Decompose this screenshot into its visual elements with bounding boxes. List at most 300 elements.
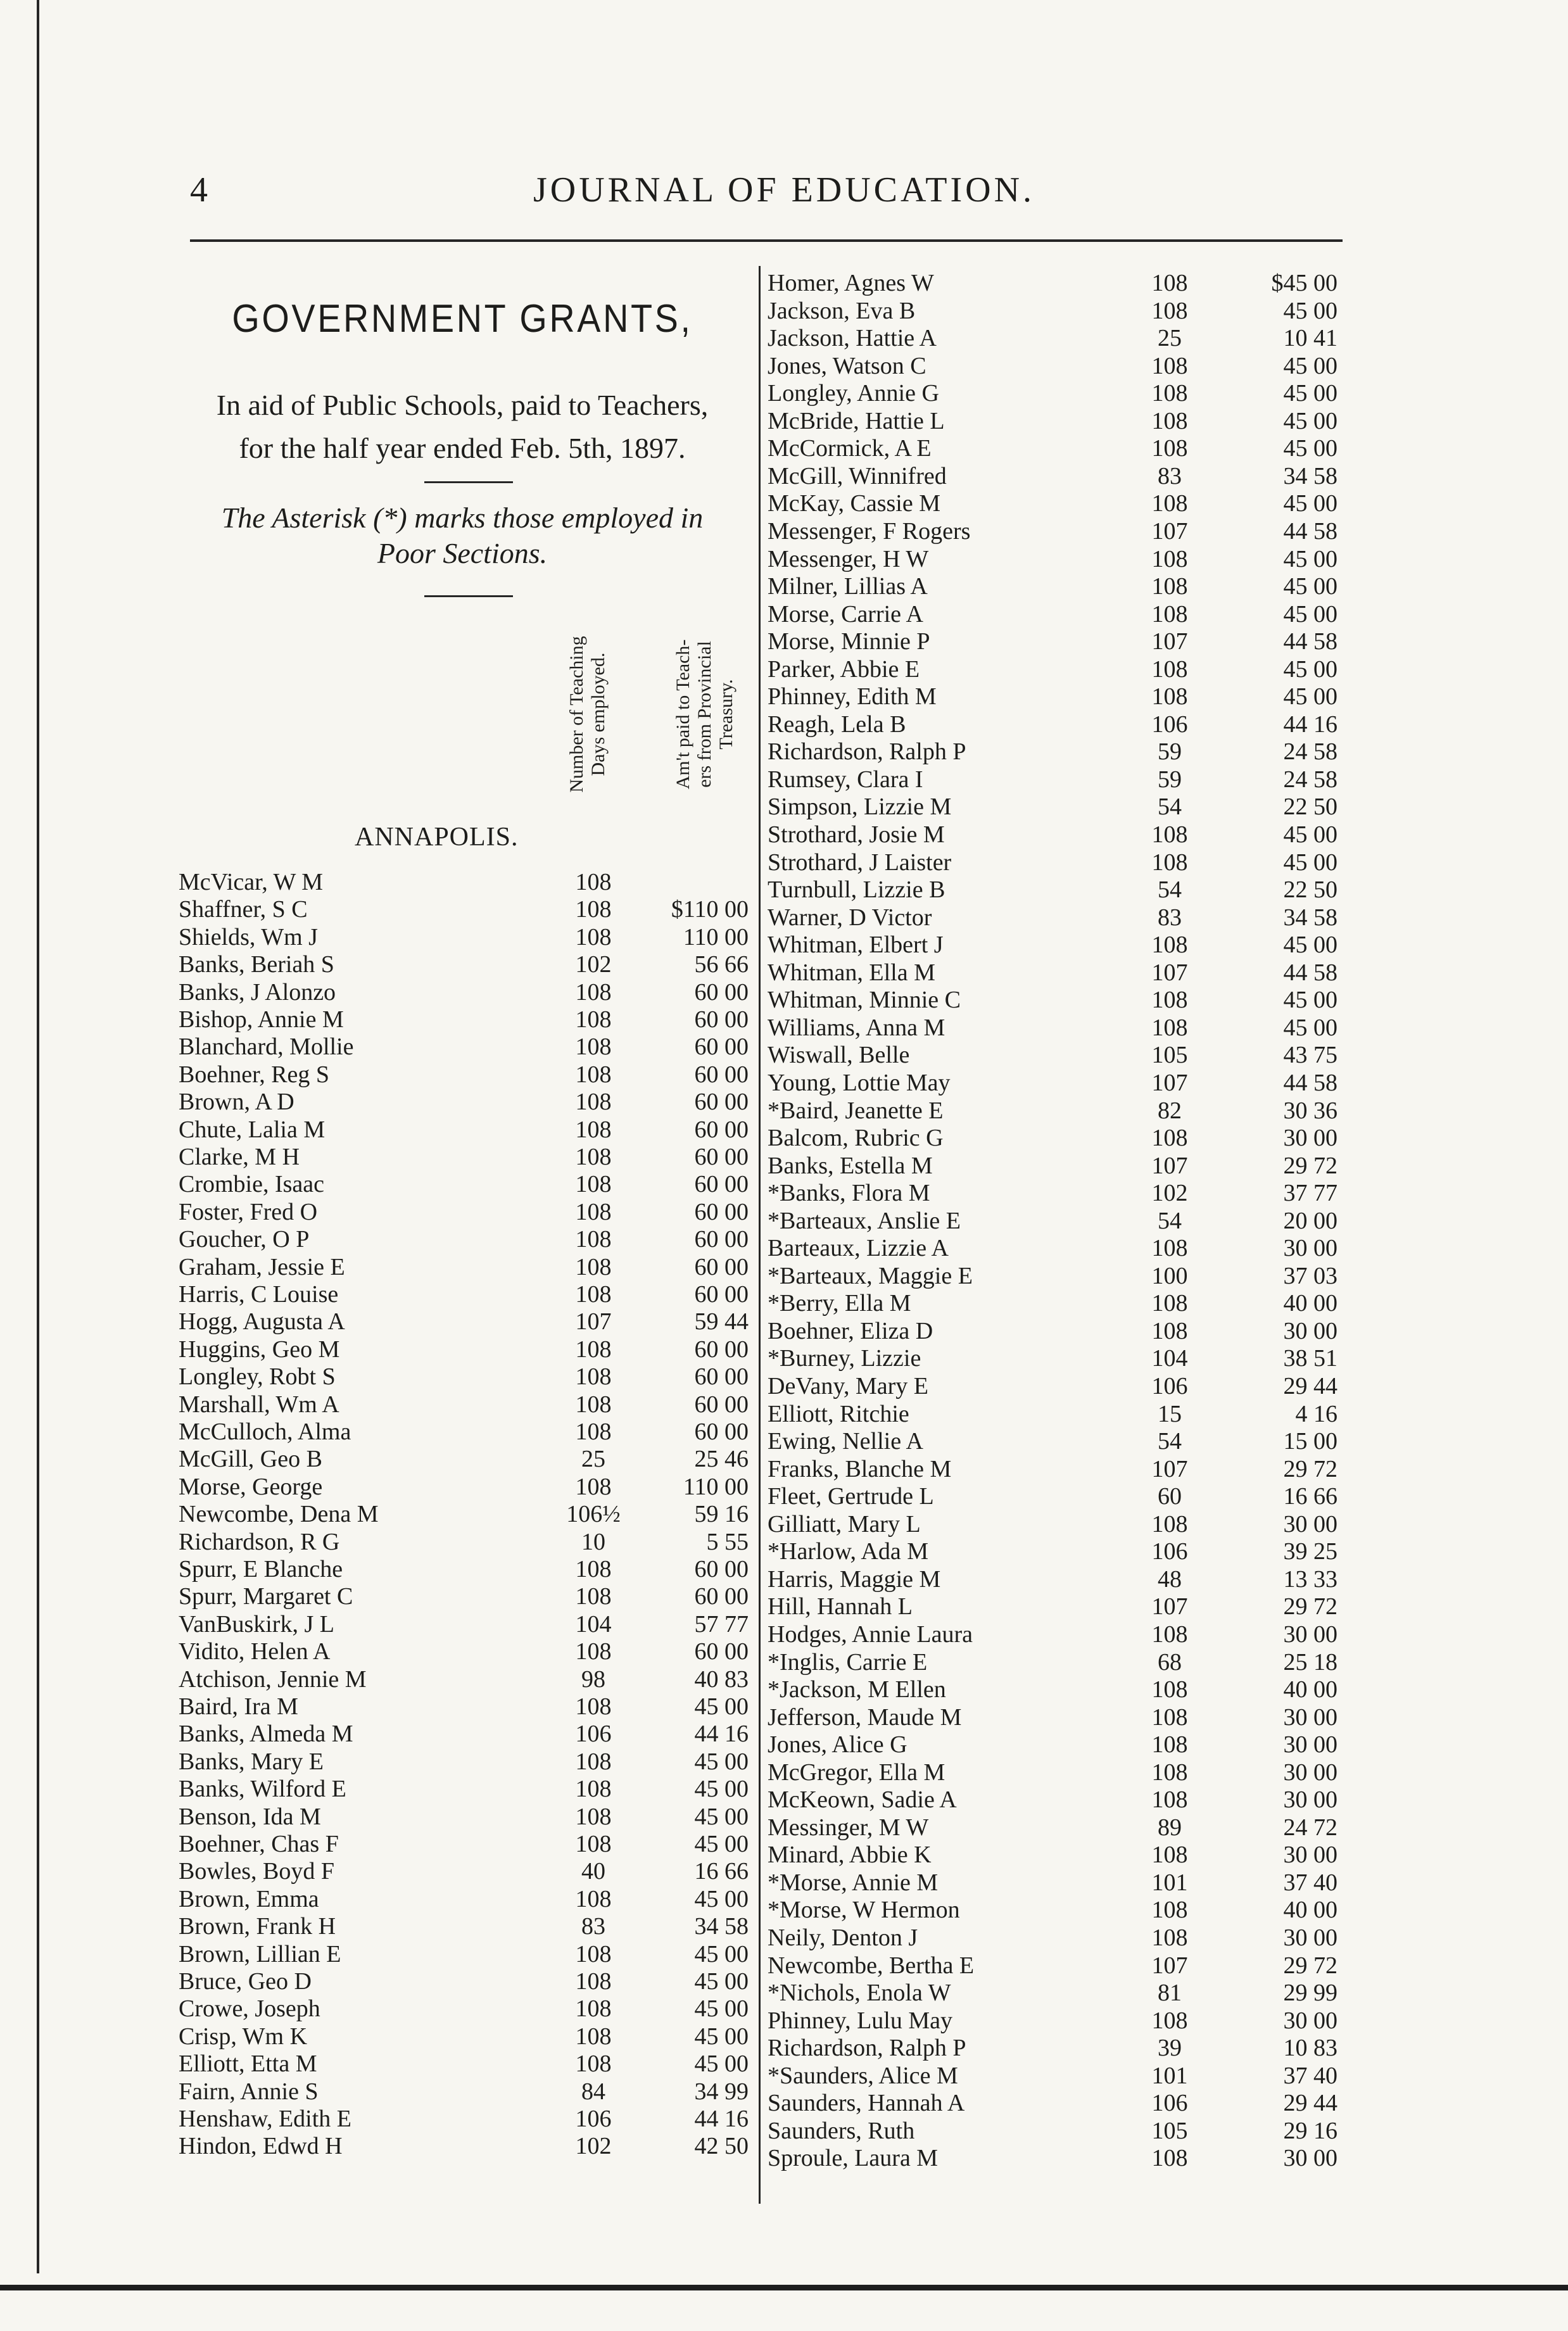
amount-paid: 34 58 (1283, 462, 1337, 490)
teacher-name: Longley, Robt S (179, 1363, 336, 1391)
days-employed: 15 (1158, 1400, 1182, 1427)
amount-paid: 60 00 (694, 1583, 749, 1610)
teacher-name: Harris, C Louise (179, 1281, 339, 1308)
amount-paid: 30 00 (1283, 1924, 1337, 1951)
teacher-name: Saunders, Ruth (768, 2117, 915, 2144)
teacher-name: Rumsey, Clara I (768, 766, 923, 793)
amount-paid: 45 00 (694, 1831, 749, 1857)
amount-paid: 42 50 (694, 2133, 749, 2160)
teacher-name: Marshall, Wm A (179, 1391, 339, 1418)
teacher-name: *Barteaux, Maggie E (768, 1262, 973, 1289)
amount-paid: 110 00 (683, 1473, 749, 1500)
asterisk-note (171, 500, 754, 571)
days-employed: 108 (575, 1253, 612, 1280)
days-employed: 108 (575, 1336, 612, 1363)
amount-paid: 22 50 (1283, 876, 1337, 904)
list-item (768, 2007, 1337, 2035)
teacher-name: Gilliatt, Mary L (768, 1510, 921, 1538)
list-item (768, 683, 1337, 711)
days-employed: 108 (1151, 1703, 1188, 1731)
list-item (768, 435, 1337, 462)
amount-paid: 56 66 (694, 951, 749, 978)
teacher-name: Jefferson, Maude M (768, 1703, 962, 1731)
days-employed: 108 (1151, 600, 1188, 628)
list-item (768, 325, 1337, 352)
amount-paid: 45 00 (1283, 849, 1337, 876)
teacher-name: Banks, Almeda M (179, 1721, 353, 1748)
amount-paid: 37 40 (1283, 1869, 1337, 1896)
amount-paid: 13 33 (1283, 1565, 1337, 1593)
days-employed: 108 (1151, 1014, 1188, 1041)
teacher-name: Atchison, Jennie M (179, 1665, 367, 1693)
amount-paid: 45 00 (694, 1693, 749, 1720)
list-item (179, 1254, 749, 1281)
amount-paid: 24 72 (1283, 1814, 1337, 1841)
list-item (179, 1529, 749, 1556)
list-item (179, 2050, 749, 2078)
days-employed: 108 (575, 1418, 612, 1445)
days-employed: 107 (1151, 1593, 1188, 1620)
amount-paid: 45 00 (694, 2023, 749, 2050)
amount-paid: $110 00 (671, 896, 749, 923)
days-employed: 108 (575, 1033, 612, 1061)
amount-paid: 40 00 (1283, 1676, 1337, 1703)
teacher-name: Wiswall, Belle (768, 1042, 910, 1069)
teacher-name: Benson, Ida M (179, 1803, 321, 1830)
amount-paid: 45 00 (1283, 407, 1337, 434)
list-item (179, 1336, 749, 1363)
section-subtitle (171, 384, 754, 470)
days-employed: 107 (1151, 1069, 1188, 1096)
list-item (768, 1153, 1337, 1180)
amount-paid: 24 58 (1283, 738, 1337, 766)
days-employed: 100 (1151, 1262, 1188, 1289)
list-item (179, 1391, 749, 1418)
list-item (768, 1897, 1337, 1924)
days-employed: 107 (1151, 1952, 1188, 1979)
days-employed: 105 (1151, 1042, 1188, 1069)
amount-paid: 45 00 (1283, 600, 1337, 628)
teacher-name: Phinney, Lulu May (768, 2007, 953, 2034)
list-item (768, 2118, 1337, 2145)
days-employed: 108 (575, 1006, 612, 1033)
amount-paid: 30 00 (1283, 1841, 1337, 1869)
teacher-name: *Harlow, Ada M (768, 1538, 928, 1565)
teacher-name: Messinger, M W (768, 1814, 929, 1841)
days-employed: 107 (1151, 1152, 1188, 1179)
teacher-name: Bowles, Boyd F (179, 1858, 334, 1885)
list-item (768, 380, 1337, 407)
list-item (768, 628, 1337, 655)
list-item (768, 2145, 1337, 2172)
days-employed: 108 (575, 1226, 612, 1253)
list-item (768, 1401, 1337, 1428)
teacher-name: Messenger, F Rogers (768, 517, 971, 545)
teacher-name: Elliott, Etta M (179, 2050, 317, 2078)
list-item (179, 1831, 749, 1858)
list-item (768, 1235, 1337, 1262)
days-employed: 108 (575, 1281, 612, 1308)
days-employed: 106 (1151, 2090, 1188, 2117)
teacher-name: Whitman, Elbert J (768, 932, 944, 959)
teacher-name: McCormick, A E (768, 435, 932, 462)
list-item (768, 1456, 1337, 1483)
days-employed: 108 (575, 923, 612, 951)
days-employed: 108 (575, 1748, 612, 1775)
list-item (768, 1759, 1337, 1786)
page-edge-rule (37, 0, 39, 2273)
days-employed: 98 (581, 1665, 605, 1693)
days-employed: 108 (1151, 380, 1188, 407)
list-item (768, 1593, 1337, 1620)
list-item (768, 1676, 1337, 1703)
list-item (768, 1980, 1337, 2007)
teacher-name: Banks, Estella M (768, 1152, 933, 1179)
amount-paid: 45 00 (1283, 573, 1337, 600)
days-employed: 10 (581, 1528, 605, 1555)
list-item (179, 1748, 749, 1776)
list-item (179, 1308, 749, 1336)
teacher-name: Homer, Agnes W (768, 270, 934, 296)
list-item (768, 1869, 1337, 1897)
amount-paid: 59 44 (694, 1308, 749, 1336)
teacher-name: Hodges, Annie Laura (768, 1620, 973, 1648)
amount-paid: 29 44 (1283, 1373, 1337, 1399)
teacher-name: Blanchard, Mollie (179, 1033, 354, 1061)
days-employed: 108 (575, 1473, 612, 1500)
days-employed: 106 (575, 1721, 612, 1748)
amount-paid: 45 00 (1283, 987, 1337, 1014)
list-item (179, 1474, 749, 1501)
list-item (768, 711, 1337, 738)
teacher-name: Brown, Frank H (179, 1913, 336, 1940)
amount-paid: 45 00 (694, 1748, 749, 1775)
teacher-name: Phinney, Edith M (768, 683, 937, 711)
days-employed: 54 (1158, 876, 1182, 904)
days-employed: 108 (1151, 1510, 1188, 1538)
teacher-name: Harris, Maggie M (768, 1565, 941, 1593)
teacher-name: Goucher, O P (179, 1226, 310, 1253)
days-employed: 108 (575, 1116, 612, 1143)
list-item (768, 1345, 1337, 1372)
list-item (768, 1731, 1337, 1759)
amount-paid: 60 00 (694, 1226, 749, 1253)
teacher-name: Baird, Ira M (179, 1693, 298, 1720)
list-item (179, 1995, 749, 2023)
days-employed: 108 (575, 1968, 612, 1995)
list-item (768, 1621, 1337, 1648)
list-item (179, 869, 749, 896)
amount-paid: 60 00 (694, 1061, 749, 1088)
teacher-name: Milner, Lillias A (768, 573, 928, 600)
amount-paid: 59 16 (694, 1501, 749, 1528)
list-item (768, 1290, 1337, 1317)
note-line-2: Poor Sections. (377, 537, 548, 569)
amount-paid: 38 51 (1283, 1345, 1337, 1372)
amount-paid: 29 99 (1283, 1980, 1337, 2007)
teacher-name: Banks, J Alonzo (179, 978, 336, 1006)
list-item (179, 951, 749, 978)
list-item (768, 849, 1337, 876)
teacher-name: Shields, Wm J (179, 923, 318, 951)
teacher-name: Banks, Mary E (179, 1748, 324, 1775)
days-employed: 108 (575, 1885, 612, 1912)
days-employed: 108 (575, 2023, 612, 2050)
amount-paid: 44 58 (1283, 628, 1337, 655)
teacher-name: Chute, Lalia M (179, 1116, 326, 1143)
list-item (179, 1611, 749, 1638)
amount-header-line-1: Am't paid to Teach- (673, 639, 693, 790)
amount-paid: 45 00 (1283, 1014, 1337, 1041)
list-item (179, 1116, 749, 1144)
days-employed: 104 (1151, 1345, 1188, 1372)
short-rule (424, 595, 513, 597)
days-employed: 108 (575, 1693, 612, 1720)
county-heading: ANNAPOLIS. (355, 823, 519, 852)
list-item (179, 1721, 749, 1748)
teacher-name: McGregor, Ella M (768, 1759, 945, 1786)
days-employed: 108 (575, 896, 612, 923)
amount-paid: 60 00 (694, 1363, 749, 1391)
teacher-name: Henshaw, Edith E (179, 2106, 351, 2132)
teacher-name: Bishop, Annie M (179, 1006, 344, 1033)
teacher-name: Brown, Lillian E (179, 1940, 341, 1968)
list-item (768, 546, 1337, 573)
amount-paid: 16 66 (694, 1858, 749, 1885)
days-employed: 108 (575, 1171, 612, 1198)
amount-header-line-2: ers from Provincial (694, 641, 715, 788)
amount-paid: 45 00 (694, 1885, 749, 1912)
teacher-name: Sproule, Laura M (768, 2145, 939, 2172)
column-divider (759, 266, 761, 2204)
amount-paid: 44 16 (694, 2106, 749, 2132)
amount-paid: 45 00 (1283, 655, 1337, 683)
days-employed: 108 (1151, 821, 1188, 848)
list-item (768, 766, 1337, 793)
list-item (768, 1538, 1337, 1565)
days-employed: 108 (1151, 1235, 1188, 1262)
list-item (768, 793, 1337, 821)
amount-paid: 29 72 (1283, 1152, 1337, 1179)
amount-paid: 44 58 (1283, 1069, 1337, 1096)
list-item (179, 1968, 749, 1995)
list-item (179, 1171, 749, 1198)
teacher-name: Huggins, Geo M (179, 1336, 340, 1363)
list-item (768, 1097, 1337, 1125)
teacher-name: Boehner, Chas F (179, 1831, 339, 1857)
amount-paid: 29 72 (1283, 1593, 1337, 1620)
teacher-name: Strothard, Josie M (768, 821, 945, 848)
amount-paid: 45 00 (1283, 352, 1337, 379)
list-item (768, 2090, 1337, 2117)
teacher-name: McVicar, W M (179, 869, 324, 895)
teacher-name: Banks, Beriah S (179, 951, 334, 978)
days-employed: 108 (575, 2050, 612, 2078)
list-item (768, 1814, 1337, 1841)
amount-paid: 37 03 (1283, 1262, 1337, 1289)
list-item (768, 821, 1337, 849)
days-employed: 108 (575, 1391, 612, 1418)
list-item (179, 1006, 749, 1033)
days-employed: 105 (1151, 2117, 1188, 2144)
teacher-name: Newcombe, Dena M (179, 1501, 379, 1528)
amount-paid: 16 66 (1283, 1483, 1337, 1510)
teacher-name: Richardson, Ralph P (768, 738, 966, 766)
days-employed: 108 (1151, 1841, 1188, 1869)
days-employed: 25 (581, 1446, 605, 1473)
teacher-name: *Burney, Lizzie (768, 1345, 921, 1372)
teacher-name: Hindon, Edwd H (179, 2133, 343, 2160)
list-item (768, 876, 1337, 904)
days-employed: 108 (1151, 435, 1188, 462)
list-item (768, 2063, 1337, 2090)
amount-paid: 30 00 (1283, 2145, 1337, 2172)
amount-paid: 44 58 (1283, 517, 1337, 545)
amount-paid: 30 36 (1283, 1097, 1337, 1124)
list-item (768, 932, 1337, 959)
journal-title: JOURNAL OF EDUCATION. (533, 170, 1035, 210)
days-employed: 39 (1158, 2035, 1182, 2062)
teacher-name: McBride, Hattie L (768, 407, 945, 434)
amount-paid: 44 16 (694, 1721, 749, 1748)
days-employed: 108 (575, 1995, 612, 2023)
amount-paid: 24 58 (1283, 766, 1337, 793)
list-item (768, 298, 1337, 325)
days-employed: 108 (1151, 1620, 1188, 1648)
teacher-name: Longley, Annie G (768, 380, 939, 407)
list-item (179, 1446, 749, 1473)
teacher-name: Minard, Abbie K (768, 1841, 932, 1869)
list-item (179, 1061, 749, 1089)
days-employed: 108 (575, 1363, 612, 1391)
list-item (768, 573, 1337, 600)
teacher-name: VanBuskirk, J L (179, 1610, 334, 1638)
days-employed: 68 (1158, 1648, 1182, 1676)
list-item (768, 1180, 1337, 1207)
amount-paid: 60 00 (694, 1116, 749, 1143)
days-column-header (562, 600, 613, 828)
teacher-name: Whitman, Minnie C (768, 987, 961, 1014)
list-item (179, 1666, 749, 1693)
list-item (768, 463, 1337, 490)
page-number: 4 (190, 170, 208, 210)
days-employed: 101 (1151, 1869, 1188, 1896)
teacher-name: Morse, Carrie A (768, 600, 923, 628)
amount-paid: 45 00 (694, 1803, 749, 1830)
amount-paid: 30 00 (1283, 1317, 1337, 1344)
amount-paid: 34 58 (694, 1913, 749, 1940)
amount-paid: 43 75 (1283, 1042, 1337, 1069)
teacher-name: Newcombe, Bertha E (768, 1952, 975, 1979)
days-employed: 108 (1151, 2145, 1188, 2172)
days-employed: 108 (1151, 352, 1188, 379)
teacher-name: Hogg, Augusta A (179, 1308, 345, 1336)
teacher-name: Morse, Minnie P (768, 628, 930, 655)
list-item (179, 1418, 749, 1446)
teacher-name: Hill, Hannah L (768, 1593, 913, 1620)
teacher-name: *Inglis, Carrie E (768, 1648, 928, 1676)
amount-paid: 45 00 (1283, 490, 1337, 517)
days-employed: 108 (575, 1144, 612, 1170)
list-item (179, 2106, 749, 2133)
days-employed: 107 (575, 1308, 612, 1336)
days-employed: 108 (1151, 490, 1188, 517)
list-item (179, 1858, 749, 1885)
list-item (179, 924, 749, 951)
list-item (768, 1841, 1337, 1869)
amount-paid: 45 00 (1283, 435, 1337, 462)
list-item (768, 1263, 1337, 1290)
teacher-name: McGill, Geo B (179, 1446, 322, 1473)
amount-paid: 45 00 (1283, 932, 1337, 959)
teacher-name: McKay, Cassie M (768, 490, 940, 517)
amount-paid: 30 00 (1283, 1731, 1337, 1759)
amount-paid: 30 00 (1283, 1786, 1337, 1814)
teacher-name: Clarke, M H (179, 1144, 300, 1170)
teacher-name: Boehner, Reg S (179, 1061, 330, 1088)
teacher-name: Jones, Alice G (768, 1731, 907, 1759)
teacher-name: Saunders, Hannah A (768, 2090, 965, 2117)
teacher-name: Foster, Fred O (179, 1198, 318, 1225)
list-item (179, 1941, 749, 1968)
days-employed: 104 (575, 1610, 612, 1638)
list-item (768, 2035, 1337, 2062)
list-item (768, 1070, 1337, 1097)
teacher-name: *Nichols, Enola W (768, 1980, 951, 2007)
amount-paid: 60 00 (694, 1253, 749, 1280)
teacher-name: Shaffner, S C (179, 896, 308, 923)
list-item (768, 987, 1337, 1014)
teacher-name: Strothard, J Laister (768, 849, 952, 876)
amount-column-header (670, 600, 740, 828)
days-employed: 108 (1151, 1290, 1188, 1317)
days-employed: 102 (1151, 1180, 1188, 1207)
amount-paid: 10 83 (1283, 2035, 1337, 2062)
days-employed: 54 (1158, 1207, 1182, 1234)
days-employed: 107 (1151, 959, 1188, 986)
amount-paid: 60 00 (694, 1033, 749, 1061)
amount-paid: 25 18 (1283, 1648, 1337, 1676)
amount-paid: 45 00 (1283, 821, 1337, 848)
days-employed: 102 (575, 2133, 612, 2160)
days-header-line-1: Number of Teaching (566, 636, 587, 793)
teacher-name: *Berry, Ella M (768, 1290, 911, 1317)
amount-paid: 57 77 (694, 1610, 749, 1638)
teacher-name: Messenger, H W (768, 545, 929, 572)
days-employed: 108 (1151, 2007, 1188, 2034)
teacher-name: Elliott, Ritchie (768, 1400, 909, 1427)
teacher-name: Boehner, Eliza D (768, 1317, 933, 1344)
amount-paid: $45 00 (1271, 270, 1337, 296)
days-employed: 48 (1158, 1565, 1182, 1593)
list-item (768, 1014, 1337, 1042)
days-employed: 108 (1151, 987, 1188, 1014)
teacher-name: Morse, George (179, 1473, 323, 1500)
days-employed: 59 (1158, 766, 1182, 793)
list-item (179, 1886, 749, 1913)
amount-paid: 15 00 (1283, 1428, 1337, 1455)
days-employed: 106 (575, 2106, 612, 2132)
amount-paid: 30 00 (1283, 1125, 1337, 1152)
header-rule (190, 239, 1343, 242)
days-employed: 108 (1151, 655, 1188, 683)
teacher-name: Spurr, Margaret C (179, 1583, 353, 1610)
amount-paid: 60 00 (694, 1006, 749, 1033)
amount-paid: 10 41 (1283, 325, 1337, 352)
days-employed: 40 (581, 1858, 605, 1885)
teacher-name: Vidito, Helen A (179, 1638, 331, 1665)
teacher-name: *Morse, W Hermon (768, 1897, 960, 1924)
